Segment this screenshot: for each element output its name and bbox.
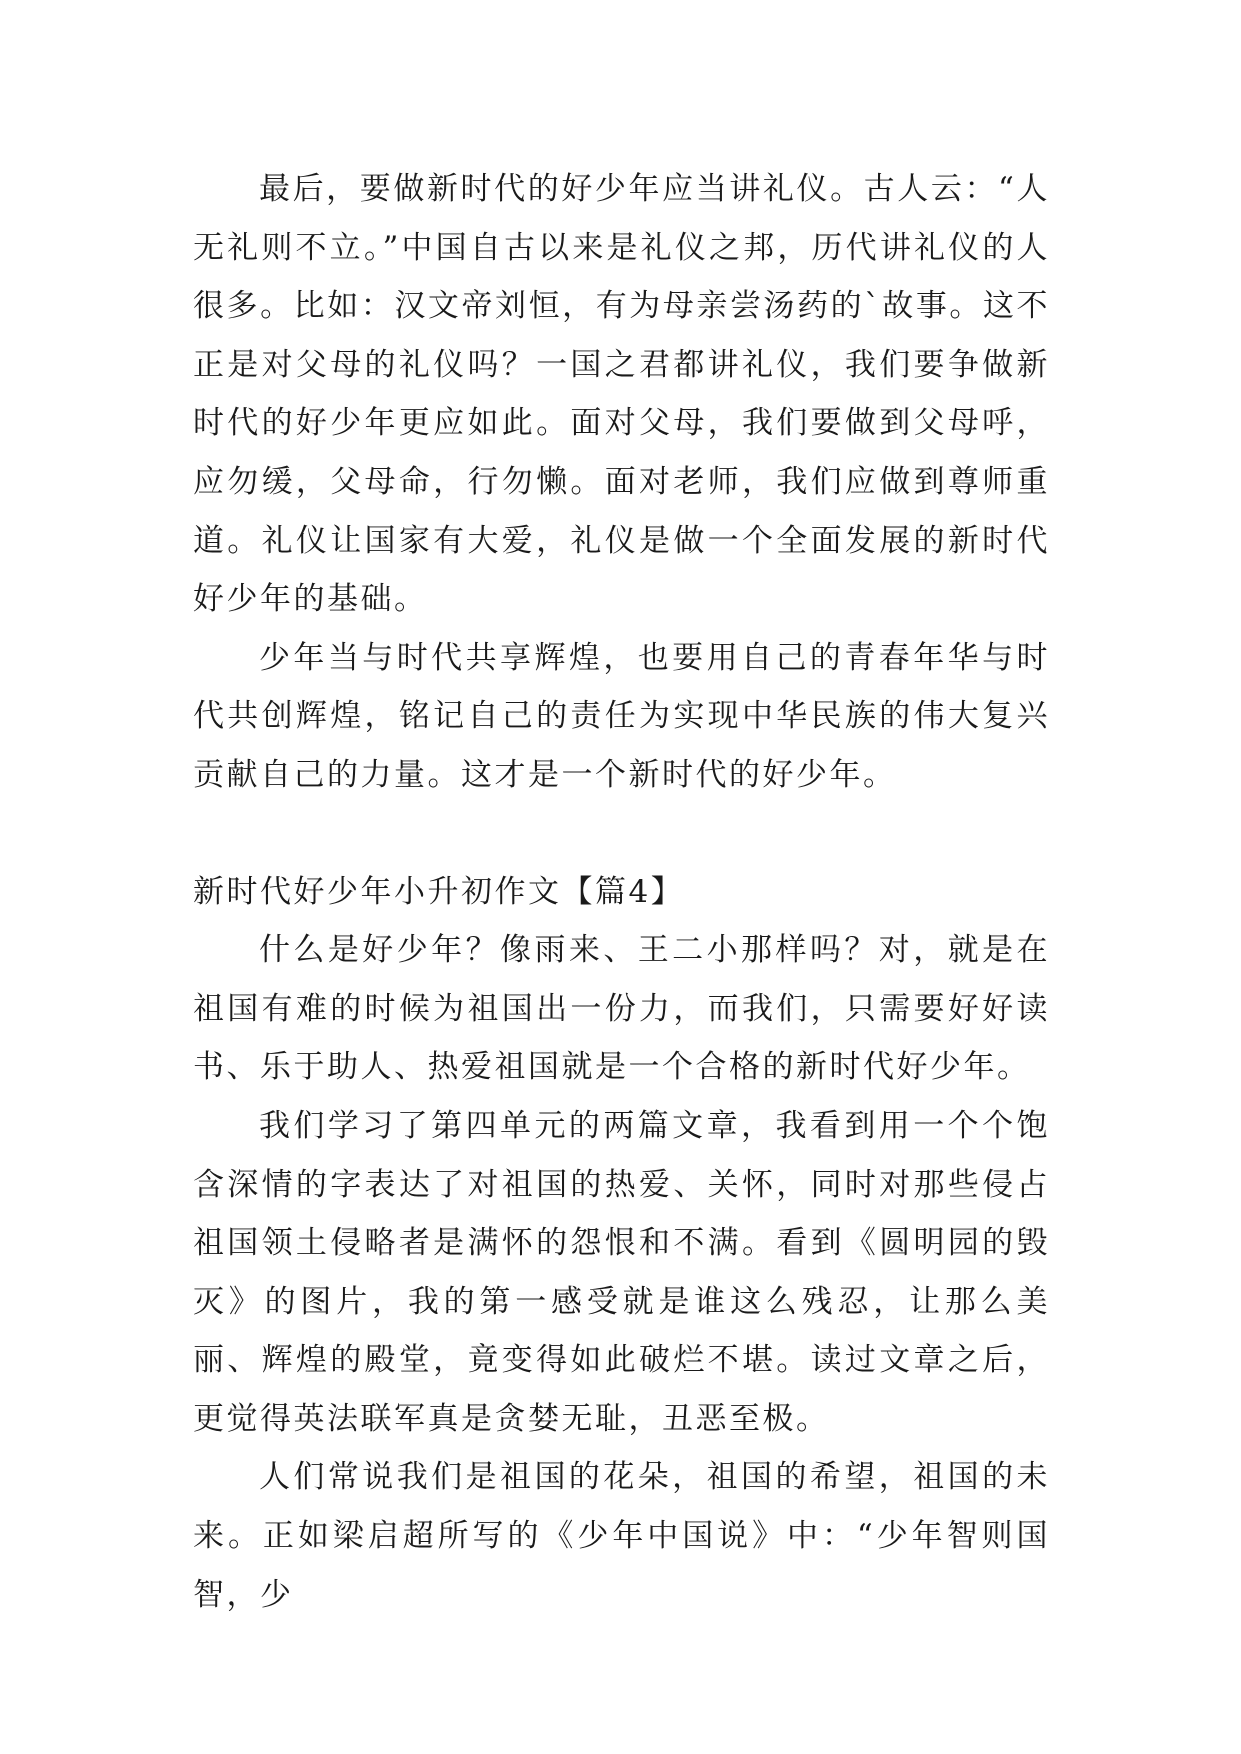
paragraph-good-youth: 什么是好少年？像雨来、王二小那样吗？对，就是在祖国有难的时候为祖国出一份力，而我们，只需要好好读书、乐于助人、热爱祖国就是一个合格的新时代好少年。: [193, 932, 1050, 1086]
paragraph-flowers-of-motherland: 人们常说我们是祖国的花朵，祖国的希望，祖国的未来。正如梁启超所写的《少年中国说》中：“少年智则国智，少: [193, 1459, 1050, 1613]
document-body: [193, 160, 1050, 1624]
paragraph-etiquette: 最后，要做新时代的好少年应当讲礼仪。古人云：“人无礼则不立。”中国自古以来是礼仪之邦，历代讲礼仪的人很多。比如：汉文帝刘恒，有为母亲尝汤药的`故事。这不正是对父母的礼仪吗？一国之君都讲礼仪，我们要争做新时代的好少年更应如此。面对父母，我们要做到父母呼，应勿缓，父母命，行勿懒。面对老师，我们应做到尊师重道。礼仪让国家有大爱，礼仪是做一个全面发展的新时代好少年的基础。: [193, 171, 1050, 618]
paragraph-unit-four: 我们学习了第四单元的两篇文章，我看到用一个个饱含深情的字表达了对祖国的热爱、关怀，同时对那些侵占祖国领土侵略者是满怀的怨恨和不满。看到《圆明园的毁灭》的图片，我的第一感受就是谁这么残忍，让那么美丽、辉煌的殿堂，竟变得如此破烂不堪。读过文章之后，更觉得英法联军真是贪婪无耻，丑恶至极。: [193, 1107, 1050, 1437]
section-heading: 新时代好少年小升初作文【篇4】: [193, 873, 685, 910]
section-gap: [193, 805, 1050, 863]
paragraph-share-glory: 少年当与时代共享辉煌，也要用自己的青春年华与时代共创辉煌，铭记自己的责任为实现中华民族的伟大复兴贡献自己的力量。这才是一个新时代的好少年。: [193, 639, 1050, 793]
